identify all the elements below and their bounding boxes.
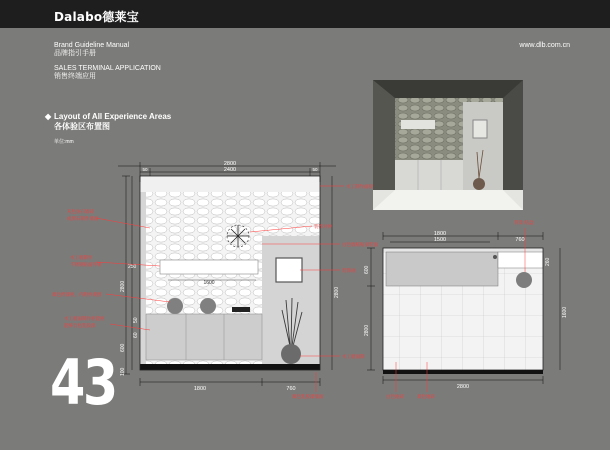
label-decor-clock: 装饰对钟 xyxy=(314,224,332,229)
label-white-wallpaper: 白色墙纸贴面装面 xyxy=(342,242,378,247)
label-floor-paint: 暴色乳胶漆墙面 xyxy=(292,394,324,399)
dim-left-60: 60 xyxy=(133,332,139,338)
manual-title-cn: 品牌指引手册 xyxy=(54,50,96,57)
label-decor-painting: 装饰画 xyxy=(342,268,356,273)
brand-logo: Dalabo德莱宝 xyxy=(54,10,139,24)
dim-bottom-760: 760 xyxy=(286,386,296,392)
dim-left-50: 50 xyxy=(133,317,139,323)
plan-dim-760: 760 xyxy=(515,237,525,243)
application-title-en: SALES TERMINAL APPLICATION xyxy=(54,65,161,72)
section-title-en: Layout of All Experience Areas xyxy=(54,112,172,121)
dim-left-250: 250 xyxy=(128,264,137,270)
label-wood-base: 木工板面制 xyxy=(342,354,365,359)
application-title-cn: 销售终端应用 xyxy=(54,73,96,80)
plan-label-dark-tile: 暴色地砖 xyxy=(417,394,435,399)
dim-right-height: 2800 xyxy=(334,286,340,298)
label-lacquer-cabinet: 暴色烤漆柜，内附抄袭图 xyxy=(52,292,102,297)
base-cabinet xyxy=(146,314,262,360)
dim-bottom-1800: 1800 xyxy=(193,386,207,392)
decorative-painting xyxy=(276,258,302,282)
label-wood-panel: 木工制作面板 xyxy=(346,184,373,189)
dim-left-100: 100 xyxy=(120,367,126,376)
plan-dim-1800: 1800 xyxy=(433,231,447,237)
bullet-icon: ◆ xyxy=(45,112,52,121)
plan-label-white-tile: 白色地砖 xyxy=(386,394,404,399)
plan-dim-bottom: 2800 xyxy=(456,384,470,390)
plan-dim-1600: 1600 xyxy=(562,306,568,318)
manual-title-en: Brand Guideline Manual xyxy=(54,42,130,49)
elevation-header-band xyxy=(140,176,320,192)
dim-total-width: 2800 xyxy=(223,161,237,167)
section-title-cn: 各体验区布置图 xyxy=(54,122,110,131)
label-steel-veneer: 不锈钢贴面外喷 xyxy=(70,262,102,267)
dim-shelf: 1600 xyxy=(203,280,215,286)
floor-plan-drawing xyxy=(364,219,568,400)
plan-counter xyxy=(498,252,543,268)
elevation-drawing xyxy=(52,161,378,400)
plan-dim-600: 600 xyxy=(364,265,370,274)
plan-dim-1500: 1500 xyxy=(433,237,447,243)
page-number: 43 xyxy=(50,346,116,419)
plan-cabinet xyxy=(386,252,498,286)
label-latex-paint: 能够自色乳胶漆 xyxy=(64,323,96,328)
dim-right-margin: 50 xyxy=(312,167,318,172)
label-stone-wall-alt: 或原石制作墙面 xyxy=(67,216,99,221)
label-stone-wall: 灰色仿石墙砖 xyxy=(67,209,94,214)
plan-vase xyxy=(516,272,532,288)
plan-label-background: 背景·结盘 xyxy=(514,220,534,225)
dim-inner-width: 2400 xyxy=(223,167,237,173)
dim-left-margin: 50 xyxy=(142,167,148,172)
decor-ball-left xyxy=(167,298,183,314)
cooktop xyxy=(232,307,250,312)
dim-left-600: 600 xyxy=(120,343,126,352)
floor-base xyxy=(140,364,320,370)
label-wood-board: 木工板制作 xyxy=(70,255,93,260)
dim-left-height: 2800 xyxy=(120,280,126,292)
label-wood-cabinet: 木工板面制作柜能柜 xyxy=(64,316,105,321)
decor-ball-right xyxy=(200,298,216,314)
wall-shelf xyxy=(160,260,258,274)
unit-note: 单位:mm xyxy=(54,139,74,145)
website-link[interactable]: www.dlb.com.cn xyxy=(519,42,570,49)
plan-dim-2800: 2800 xyxy=(364,324,370,336)
plan-dim-260: 260 xyxy=(545,257,551,266)
